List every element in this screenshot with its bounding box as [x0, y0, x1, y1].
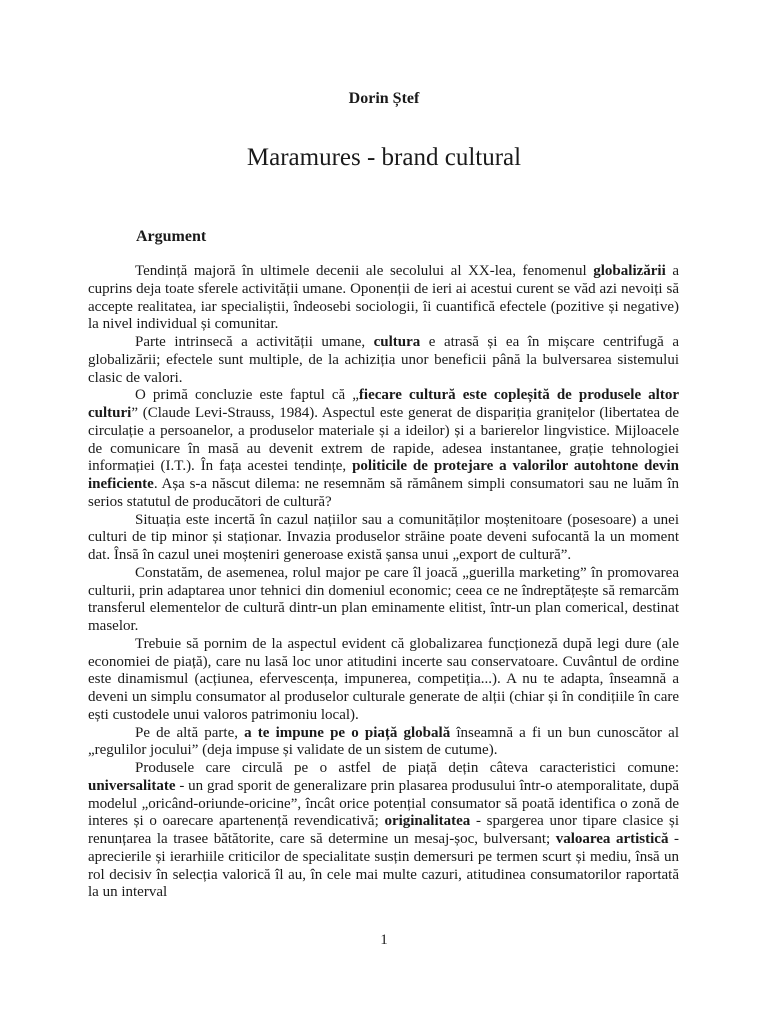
text-run: Tendință majoră în ultimele decenii ale secolului al XX-lea, fenomenul: [135, 263, 594, 279]
paragraph: [88, 512, 679, 565]
page-number: 1: [380, 932, 388, 948]
text-run: O primă concluzie este faptul că „: [135, 387, 359, 404]
paragraph: [88, 334, 679, 387]
text-run: . Așa s-a născut dilema: ne resemnăm să rămânem simpli consumatori sau ne luăm în serios statutul de producători de cultură?: [88, 476, 679, 510]
body-text: [88, 263, 679, 902]
emphasis-text: a te impune pe o piață globală: [244, 724, 451, 741]
text-run: - un grad sporit de generalizare prin plasarea produsului într-o atemporalitate, după modelul „oricând-oriunde-oricine”, încât orice potențial consumator să poată identifica o zonă de interes și o oarecare apartenență revendicativă;: [88, 777, 679, 830]
paragraph: [88, 387, 679, 511]
text-run: Parte intrinsecă a activității umane,: [135, 334, 374, 350]
text-run: înseamnă a fi un bun cunoscător al „regulilor jocului” (deja impuse și validate de un sistem de cutume).: [88, 724, 679, 759]
paragraph: [88, 263, 679, 334]
text-run: a cuprins deja toate sferele activității umane. Oponenții de ieri ai acestui curent se văd azi nevoiți să accepte realitatea, iar specialiștii, îndeosebi sociologii, îi cuantifică efectele (pozitive și negative) la nivel individual și comunitar.: [88, 263, 679, 333]
text-run: ” (Claude Levi-Strauss, 1984). Aspectul este generat de dispariția granițelor (libertatea de circulație a persoanelor, a produselor materiale și a ideilor) și a barierelor lingvistice. Mijloacele de comunicare în masă au devenit extrem de rapide, adesea instantanee, grație tehnologiei informației (I.T.). În fața acestei tendințe,: [88, 405, 679, 475]
author-name: Dorin Ștef: [348, 90, 420, 107]
emphasis-text: universalitate: [88, 777, 176, 794]
text-run: e atrasă și ea în mișcare centrifugă a globalizării; efectele sunt multiple, de la achiziția unor beneficii până la bulversarea sistemului clasic de valori.: [88, 334, 679, 386]
paragraph: [88, 565, 679, 636]
emphasis-text: originalitatea: [384, 813, 471, 830]
emphasis-text: globalizării: [593, 263, 666, 279]
text-run: Trebuie să pornim de la aspectul evident că globalizarea funcționeză după legi dure (ale economiei de piață), care nu lasă loc unor atitudini incerte sau conservatoare. Cuvântul de ordine este dinamismul (acțiunea, efervescența, impunerea, competiția...). A nu te adapta, înseamnă a deveni un simplu consumator al produselor culturale generate de alții (chiar și în condițiile în care ești custodele unui valoros patrimoniu local).: [88, 635, 679, 723]
emphasis-text: politicile de protejare a valorilor autohtone devin ineficiente: [88, 458, 679, 492]
section-heading: Argument: [136, 228, 207, 245]
emphasis-text: valoarea artistică: [555, 831, 669, 847]
text-run: Constatăm, de asemenea, rolul major pe care îl joacă „guerilla marketing” în promovarea culturii, prin adaptarea unor tehnici din domeniul economic; ceea ce ne îndreptățește să remarcăm transferul elementelor de cultură dintr-un plan eminamente elitist, într-un plan comerical, destinat maselor.: [88, 564, 679, 634]
text-run: Situația este incertă în cazul națiilor sau a comunităților moștenitoare (posesoare) a unei culturi de tip minor și staționar. Invazia produselor străine poate deveni sufocantă la un moment dat. Însă în cazul unei moșteniri generoase există șansa unui „export de cultură”.: [88, 511, 679, 563]
paragraph: [88, 725, 679, 761]
text-run: Produsele care circulă pe o astfel de piață dețin câteva caracteristici comune:: [135, 760, 679, 776]
text-run: - aprecierile și ierarhiile criticilor de specialitate susțin demersuri pe termen scurt și mediu, însă un rol decisiv în selecția valorică îl au, în cele mai multe cazuri, atitudinea consumatorilor raportată la un interval: [88, 831, 679, 901]
paragraph: [88, 636, 679, 725]
paragraph: [88, 760, 679, 902]
text-run: Pe de altă parte,: [135, 724, 245, 741]
text-run: - spargerea unor tipare clasice și renunțarea la trasee bătătorite, care să determine un mesaj-șoc, bulversant;: [88, 813, 679, 847]
emphasis-text: cultura: [373, 334, 421, 350]
document-title: Maramures - brand cultural: [246, 144, 522, 171]
emphasis-text: fiecare cultură este copleșită de produsele altor culturi: [88, 387, 679, 421]
